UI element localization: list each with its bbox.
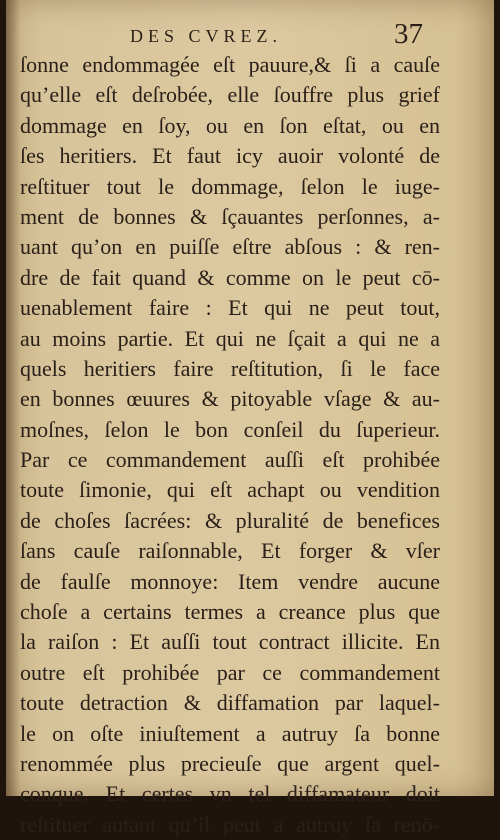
text-line: ſonne endommagée eſt pauure,& ſi a cauſe [20,52,440,77]
text-line: au moins partie. Et qui ne ſçait a qui ne a [20,325,440,351]
text-line: la raiſon : Et auſſi tout contract illicite. En [20,629,440,655]
text-line: uenablement faire : Et qui ne peut tout, [20,295,440,321]
text-line: quels heritiers faire reſtitution, ſi le face [20,355,440,381]
text-line: conque. Et certes vn tel diffamateur doit [20,781,440,807]
text-line: Par ce commandement auſſi eſt prohibée [20,447,440,473]
text-line: toute ſimonie, qui eſt achapt ou vendition [20,477,440,503]
text-line: toute detraction & diffamation par laquel- [20,690,440,716]
text-line: moſnes, ſelon le bon conſeil du ſuperieur. [20,416,440,442]
running-head: DES CVREZ. [130,26,283,46]
text-line: uant qu’on en puiſſe eſtre abſous : & ren- [20,234,440,260]
text-line: reſtituer autant qu’il peut a autruy ſa renō- [20,811,440,837]
text-line: reſtituer tout le dommage, ſelon le iuge- [20,173,440,199]
text-line: dommage en ſoy, ou en ſon eſtat, ou en [20,112,440,138]
page-number: 37 [394,18,423,50]
book-page [6,0,494,837]
text-line: dre de fait quand & comme on le peut cō- [20,264,440,290]
text-line: ſans cauſe raiſonnable, Et forger & vſer [20,538,440,564]
text-line: de choſes ſacrées: & pluralité de benefices [20,507,440,533]
page-gutter-shadow [6,0,20,796]
text-line: qu’elle eſt deſrobée, elle ſouffre plus grief [20,82,440,108]
body-text [20,50,440,840]
page-header [6,18,494,52]
text-line: ment de bonnes & ſçauantes perſonnes, a- [20,203,440,229]
text-line: le on oſte iniuſtement a autruy ſa bonne [20,720,440,746]
text-line: de faulſe monnoye: Item vendre aucune [20,568,440,594]
text-line: choſe a certains termes a creance plus que [20,599,440,625]
text-line: ſes heritiers. Et faut icy auoir volonté de [20,143,440,169]
text-line: outre eſt prohibée par ce commandement [20,659,440,685]
text-line: renommée plus precieuſe que argent quel- [20,750,440,776]
text-line: en bonnes œuures & pitoyable vſage & au- [20,386,440,412]
